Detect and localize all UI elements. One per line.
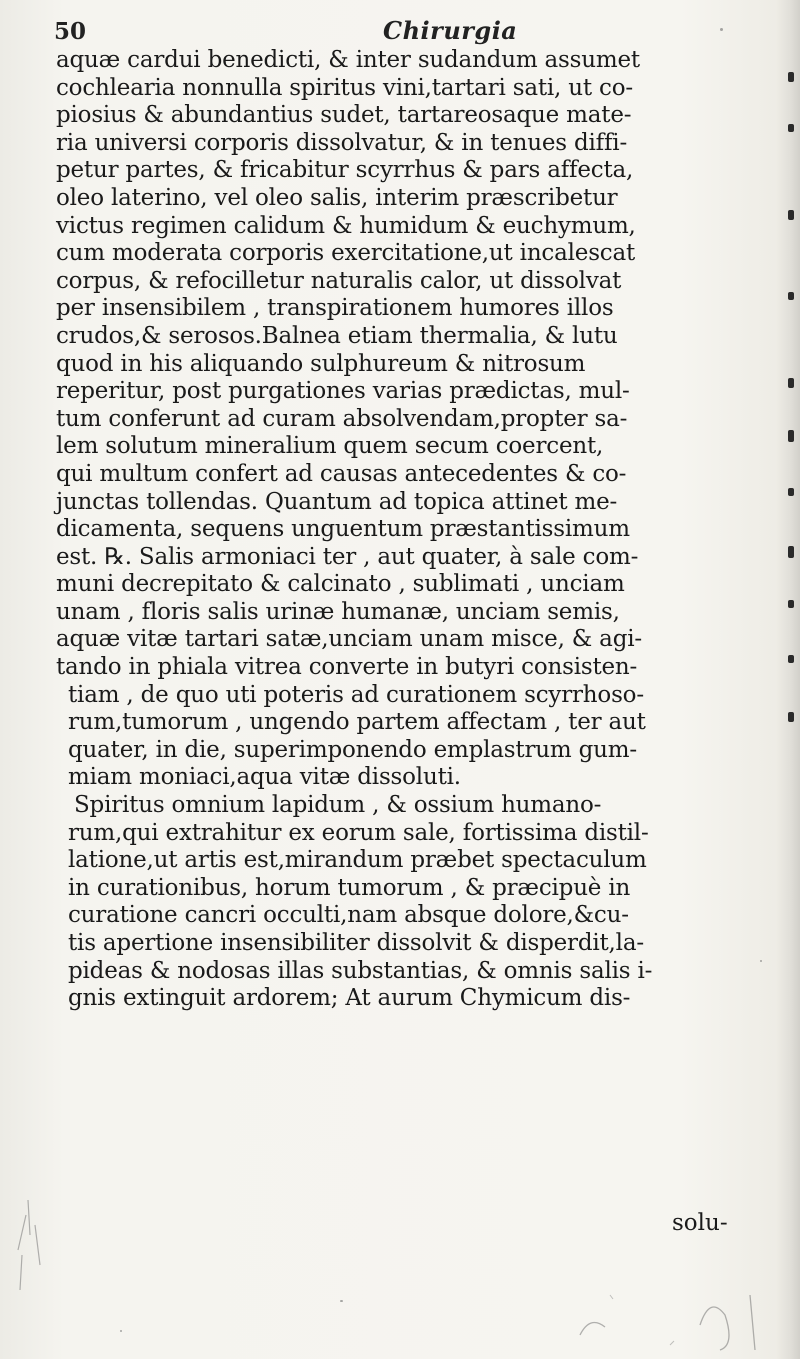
text-line: unam , floris salis urinæ humanæ, unciam semis, bbox=[56, 598, 620, 625]
text-line: oleo laterino, vel oleo salis, interim præscribetur bbox=[56, 184, 618, 211]
margin-scribble bbox=[0, 1195, 60, 1315]
text-line: curatione cancri occulti,nam absque dolore,&cu- bbox=[68, 902, 629, 929]
text-line: in curationibus, horum tumorum , & præcipuè in bbox=[68, 874, 631, 901]
text-line: rum,qui extrahitur ex eorum sale, fortissima distil- bbox=[68, 819, 649, 846]
text-line: cum moderata corporis exercitatione,ut incalescat bbox=[56, 240, 636, 267]
margin-ink-mark bbox=[788, 712, 794, 722]
text-line: tum conferunt ad curam absolvendam,propter sa- bbox=[56, 405, 628, 432]
text-line: gnis extinguit ardorem; At aurum Chymicum dis- bbox=[68, 985, 631, 1012]
text-line: cochlearia nonnulla spiritus vini,tartari sati, ut co- bbox=[56, 74, 633, 101]
text-line: dicamenta, sequens unguentum præstantissimum bbox=[56, 516, 630, 543]
text-line: tando in phiala vitrea converte in butyri consisten- bbox=[56, 654, 638, 681]
text-line: aquæ cardui benedicti, & inter sudandum assumet bbox=[56, 47, 640, 73]
paragraph-start-line: Spiritus omnium lapidum , & ossium humano- bbox=[74, 792, 602, 819]
margin-ink-mark bbox=[788, 655, 794, 663]
text-line: ria universi corporis dissolvatur, & in tenues diffi- bbox=[56, 129, 628, 156]
text-line: miam moniaci,aqua vitæ dissoluti. bbox=[68, 764, 461, 791]
text-line: per insensibilem , transpirationem humores illos bbox=[56, 295, 614, 322]
text-line: corpus, & refocilletur naturalis calor, ut dissolvat bbox=[56, 267, 622, 294]
margin-ink-mark bbox=[788, 292, 794, 300]
catchword: solu- bbox=[672, 1210, 728, 1236]
ink-scribble bbox=[550, 1255, 790, 1355]
text-line: lem solutum mineralium quem secum coercent, bbox=[56, 433, 604, 460]
text-line: qui multum confert ad causas antecedentes & co- bbox=[56, 460, 627, 487]
paper-speck bbox=[720, 28, 723, 31]
text-line: latione,ut artis est,mirandum præbet spectaculum bbox=[68, 847, 647, 874]
margin-ink-mark bbox=[788, 378, 794, 388]
text-line: victus regimen calidum & humidum & euchymum, bbox=[56, 212, 636, 239]
text-line: rum,tumorum , ungendo partem affectam , ter aut bbox=[68, 709, 646, 736]
margin-ink-mark bbox=[788, 546, 794, 558]
text-line: reperitur, post purgationes varias prædictas, mul- bbox=[56, 378, 630, 405]
text-line: muni decrepitato & calcinato , sublimati , unciam bbox=[56, 571, 625, 598]
margin-ink-mark bbox=[788, 72, 794, 82]
text-line: tis apertione insensibiliter dissolvit & disperdit,la- bbox=[68, 930, 644, 956]
page-number: 50 bbox=[54, 18, 87, 45]
text-line: aquæ vitæ tartari satæ,unciam unam misce, & agi- bbox=[56, 626, 642, 653]
text-line: junctas tollendas. Quantum ad topica attinet me- bbox=[56, 488, 618, 515]
body-text bbox=[56, 47, 788, 1013]
margin-ink-mark bbox=[788, 488, 794, 496]
text-line: tiam , de quo uti poteris ad curationem scyrrhoso- bbox=[68, 681, 644, 708]
running-head bbox=[0, 10, 800, 50]
margin-ink-mark bbox=[788, 210, 794, 220]
margin-ink-mark bbox=[788, 124, 794, 132]
text-line: quod in his aliquando sulphureum & nitrosum bbox=[56, 350, 586, 377]
text-line: piosius & abundantius sudet, tartareosaque mate- bbox=[56, 102, 632, 129]
paper-speck bbox=[760, 960, 762, 962]
paper-speck bbox=[340, 1300, 343, 1302]
text-line: petur partes, & fricabitur scyrrhus & pars affecta, bbox=[56, 157, 634, 184]
running-title: Chirurgia bbox=[383, 16, 518, 45]
margin-ink-mark bbox=[788, 600, 794, 608]
text-line: crudos,& serosos.Balnea etiam thermalia, & lutu bbox=[56, 322, 618, 349]
text-line: quater, in die, superimponendo emplastrum gum- bbox=[68, 736, 637, 763]
paper-speck bbox=[120, 1330, 122, 1332]
text-line: pideas & nodosas illas substantias, & omnis salis i- bbox=[68, 957, 653, 984]
margin-ink-mark bbox=[788, 430, 794, 442]
text-line: est. ℞. Salis armoniaci ter , aut quater, à sale com- bbox=[56, 543, 639, 570]
